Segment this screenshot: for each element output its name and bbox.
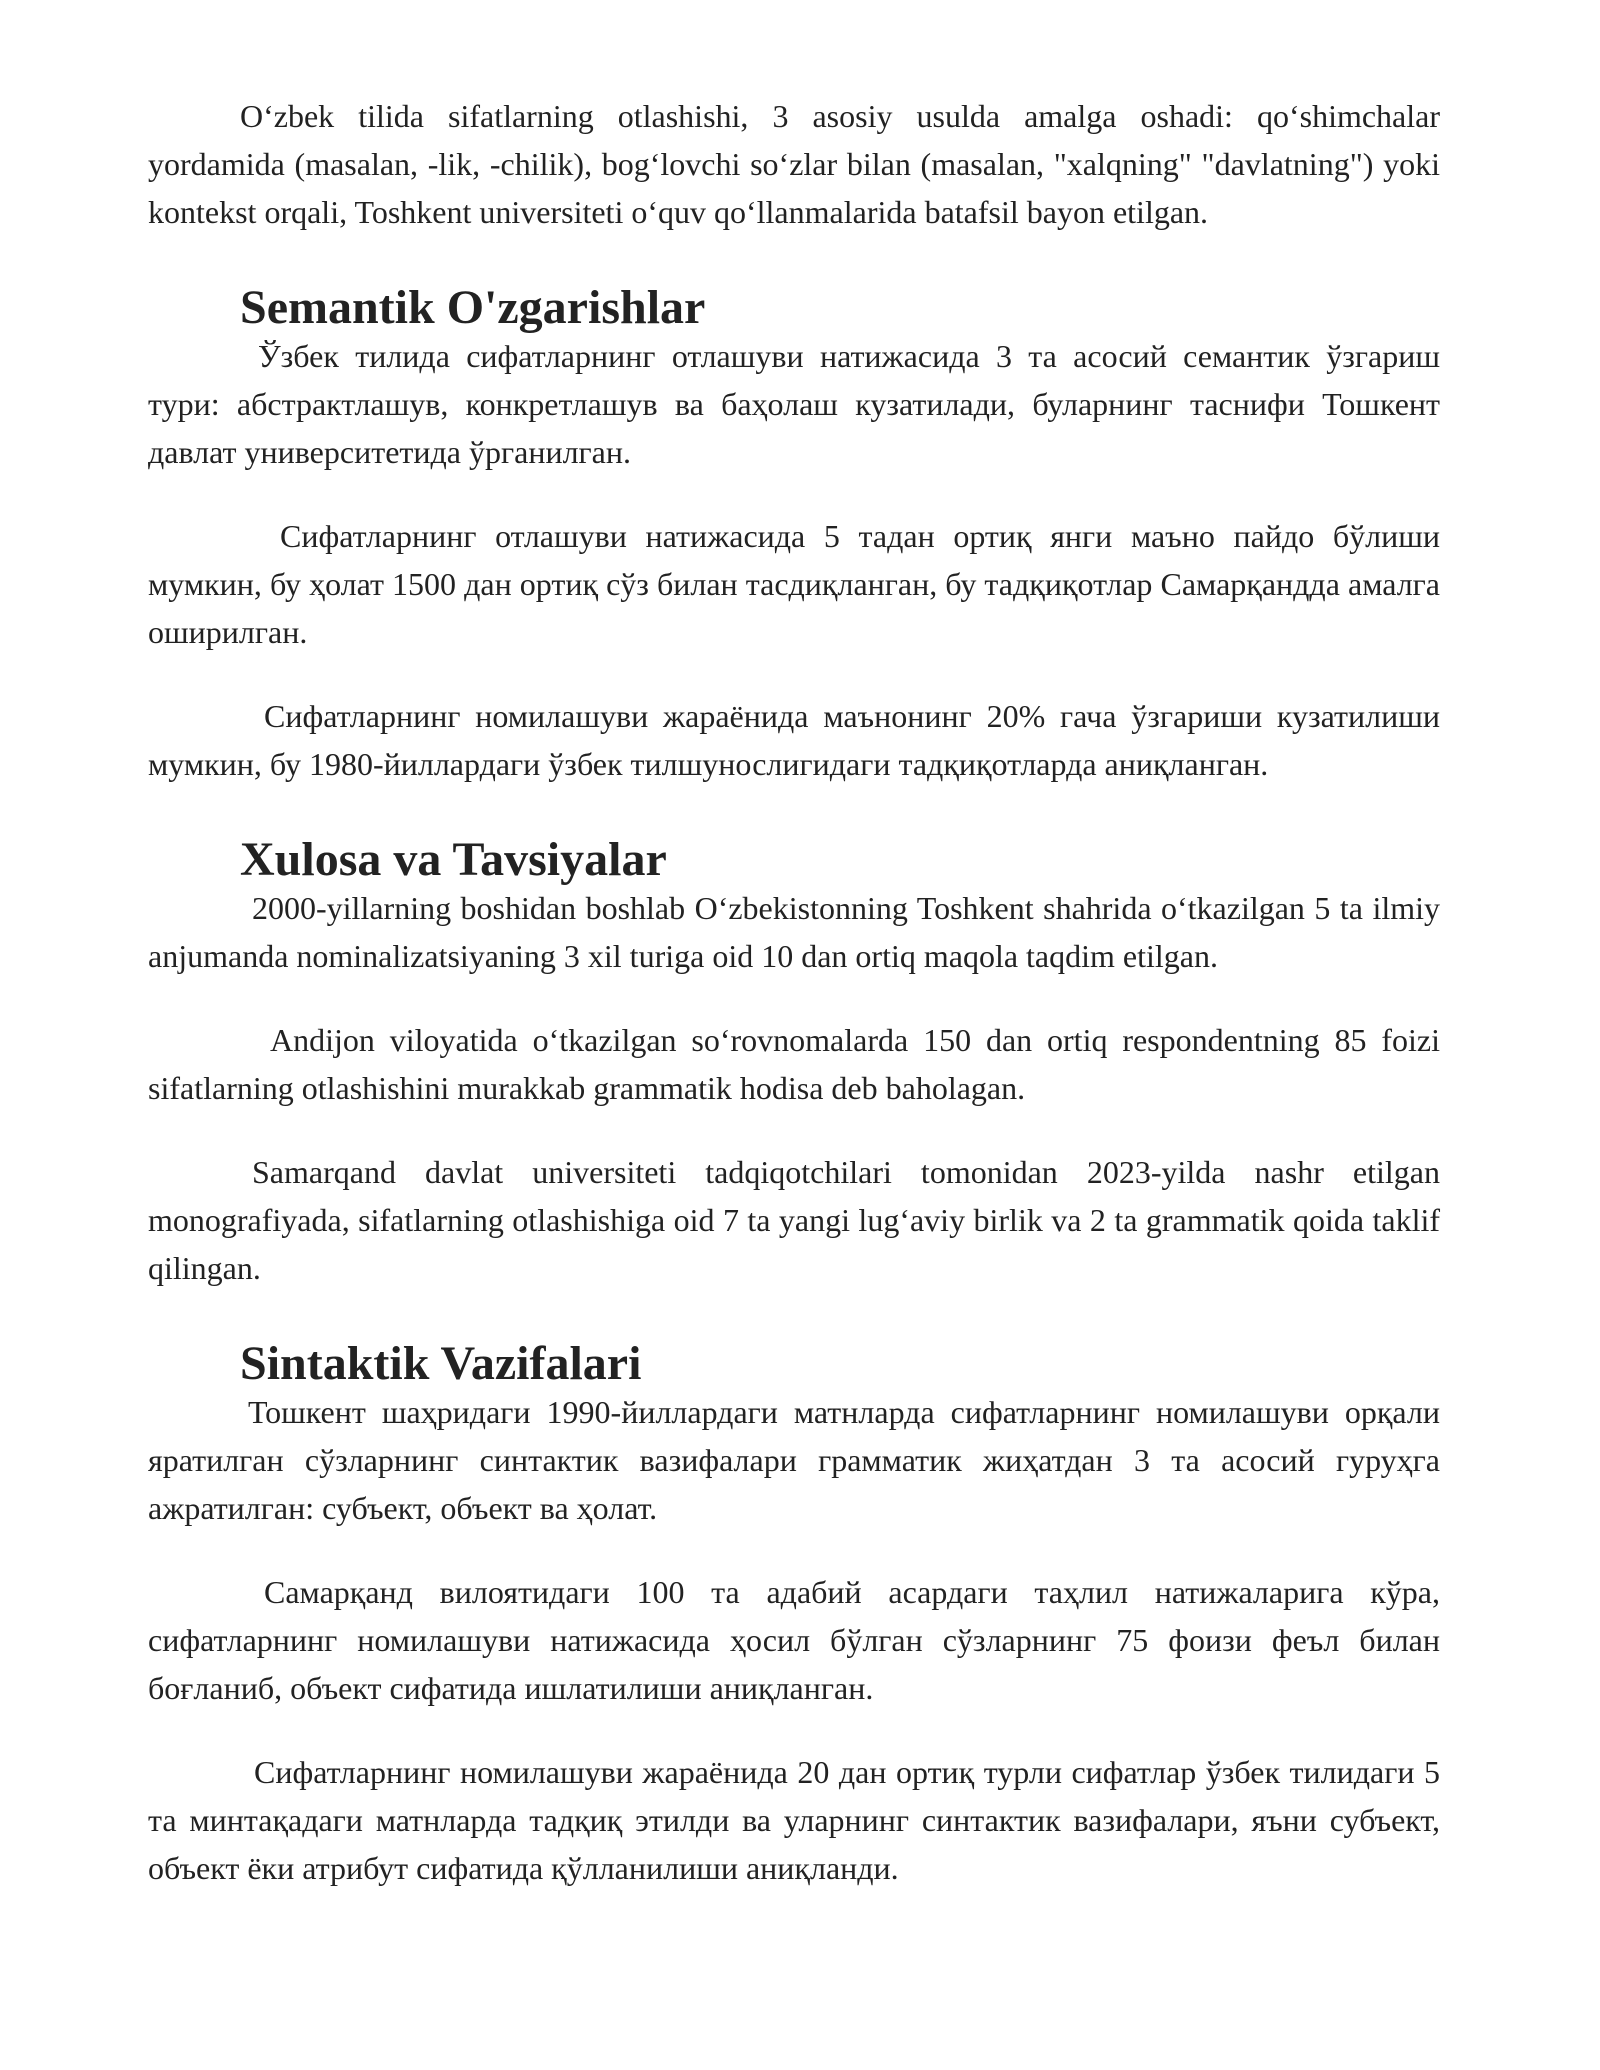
section-heading-sintaktik: Sintaktik Vazifalari — [240, 1337, 642, 1390]
paragraph: Сифатларнинг номилашуви жараёнида маънонинг 20% гача ўзгариши кузатилиши мумкин, бу 1980-йиллардаги ўзбек тилшунослигидаги тадқиқотларда аниқланган. — [148, 698, 1440, 782]
document-page — [148, 92, 1440, 1892]
section-heading-xulosa: Xulosa va Tavsiyalar — [240, 833, 667, 886]
section-heading-semantik: Semantik O'zgarishlar — [240, 281, 706, 334]
paragraph: Ўзбек тилида сифатларнинг отлашуви натижасида 3 та асосий семантик ўзгариш тури: абстрактлашув, конкретлашув ва баҳолаш кузатилади, буларнинг таснифи Тошкент давлат университетида ўрганилган. — [148, 338, 1440, 470]
paragraph-intro: Oʻzbek tilida sifatlarning otlashishi, 3 asosiy usulda amalga oshadi: qoʻshimchalar yordamida (masalan, -lik, -chilik), bogʻlovchi soʻzlar bilan (masalan, "xalqning" "davlatning") yoki kontekst orqali, Toshkent universiteti oʻquv qoʻllanmalarida batafsil bayon etilgan. — [148, 98, 1440, 230]
paragraph: Тошкент шаҳридаги 1990-йиллардаги матнларда сифатларнинг номилашуви орқали яратилган сўзларнинг синтактик вазифалари грамматик жиҳатдан 3 та асосий гуруҳга ажратилган: субъект, объект ва ҳолат. — [148, 1394, 1440, 1526]
paragraph: Andijon viloyatida oʻtkazilgan soʻrovnomalarda 150 dan ortiq respondentning 85 foizi sifatlarning otlashishini murakkab grammatik hodisa deb baholagan. — [148, 1022, 1440, 1106]
paragraph: 2000-yillarning boshidan boshlab Oʻzbekistonning Toshkent shahrida oʻtkazilgan 5 ta ilmiy anjumanda nominalizatsiyaning 3 xil turiga oid 10 dan ortiq maqola taqdim etilgan. — [148, 890, 1440, 974]
paragraph: Сифатларнинг отлашуви натижасида 5 тадан ортиқ янги маъно пайдо бўлиши мумкин, бу ҳолат 1500 дан ортиқ сўз билан тасдиқланган, бу тадқиқотлар Самарқандда амалга оширилган. — [148, 518, 1440, 650]
paragraph: Сифатларнинг номилашуви жараёнида 20 дан ортиқ турли сифатлар ўзбек тилидаги 5 та минтақадаги матнларда тадқиқ этилди ва уларнинг синтактик вазифалари, яъни субъект, объект ёки атрибут сифатида қўлланилиши аниқланди. — [148, 1754, 1440, 1886]
paragraph: Самарқанд вилоятидаги 100 та адабий асардаги таҳлил натижаларига кўра, сифатларнинг номилашуви натижасида ҳосил бўлган сўзларнинг 75 фоизи феъл билан боғланиб, объект сифатида ишлатилиши аниқланган. — [148, 1574, 1440, 1706]
paragraph: Samarqand davlat universiteti tadqiqotchilari tomonidan 2023-yilda nashr etilgan monografiyada, sifatlarning otlashishiga oid 7 ta yangi lugʻaviy birlik va 2 ta grammatik qoida taklif qilingan. — [148, 1154, 1440, 1286]
